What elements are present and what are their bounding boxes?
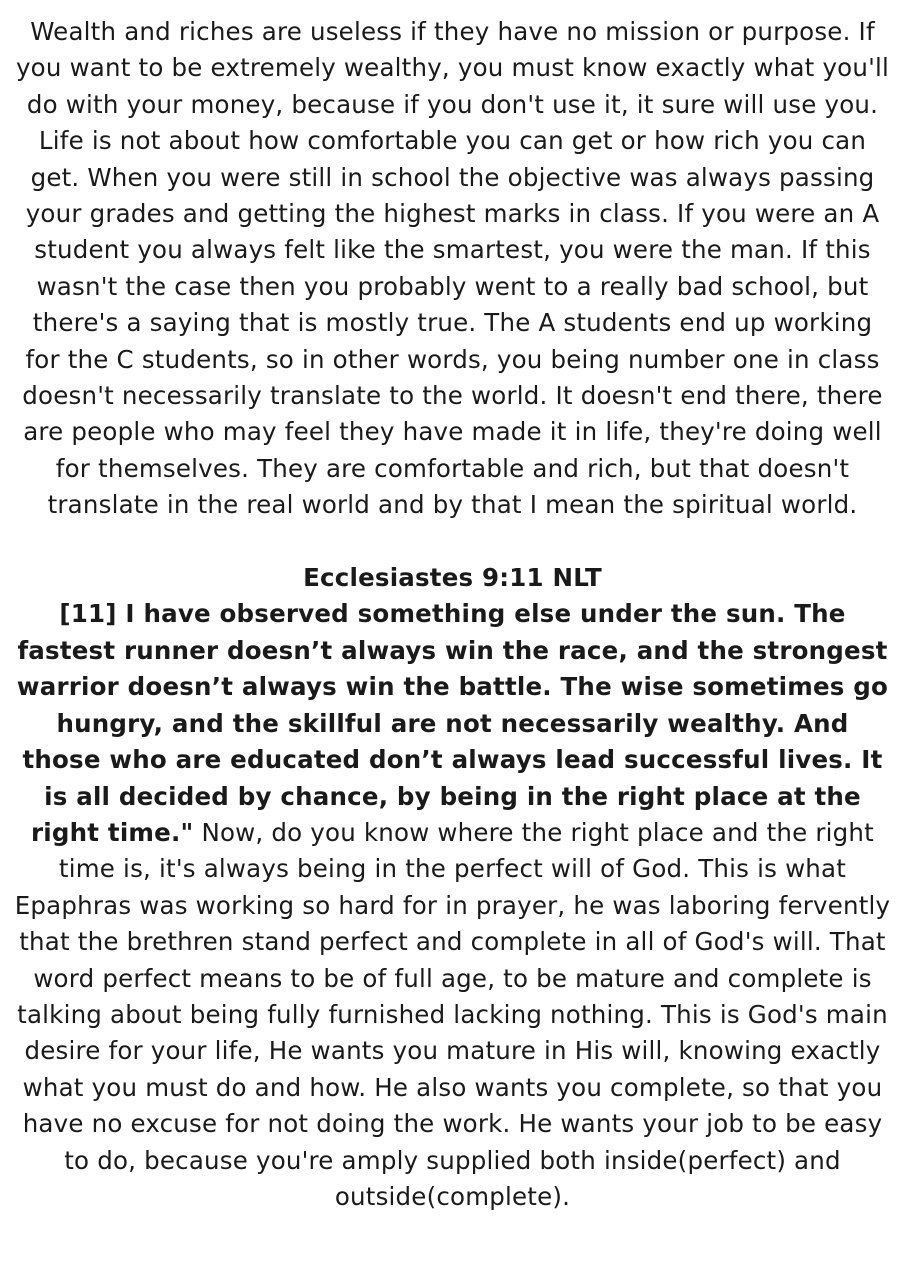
body-paragraph-intro: Wealth and riches are useless if they have no mission or purpose. If you want to be extremely wealthy, you must know exactly what you'll do with your money, because if you don't use it, it sure will use you. Life is not about how comfortable you can get or how rich you can get. When you were still in school the objective was always passing your grades and getting the highest marks in class. If you were an A student you always felt like the smartest, you were the man. If this wasn't the case then you probably went to a really bad school, but there's a saying that is mostly true. The A students end up working for the C students, so in other words, you being number one in class doesn't necessarily translate to the world. It doesn't end there, there are people who may feel they have made it in life, they're doing well for themselves. They are comfortable and rich, but that doesn't translate in the real world and by that I mean the spiritual world. [15,17,890,520]
scripture-quote: [11] I have observed something else under the sun. The fastest runner doesn’t always win the race, and the strongest warrior doesn’t always win the battle. The wise sometimes go hungry, and the skillful are not necessarily wealthy. And those who are educated don’t always lead successful lives. It is all decided by chance, by being in the right place at the right time." [16,599,889,847]
body-paragraph-continuation: Now, do you know where the right place and the right time is, it's always being in the perfect will of God. This is what Epaphras was working so hard for in prayer, he was laboring fervently that the brethren stand perfect and complete in all of God's will. That word perfect means to be of full age, to be mature and complete is talking about being fully furnished lacking nothing. This is God's main desire for your life, He wants you mature in His will, knowing exactly what you must do and how. He also wants you complete, so that you have no excuse for not doing the work. He wants your job to be easy to do, because you're amply supplied both inside(perfect) and outside(complete). [14,817,891,1211]
paragraph-spacer [14,524,891,560]
scripture-paragraph [14,596,891,1215]
document-page [0,14,905,1215]
scripture-reference: Ecclesiastes 9:11 NLT [303,563,602,593]
